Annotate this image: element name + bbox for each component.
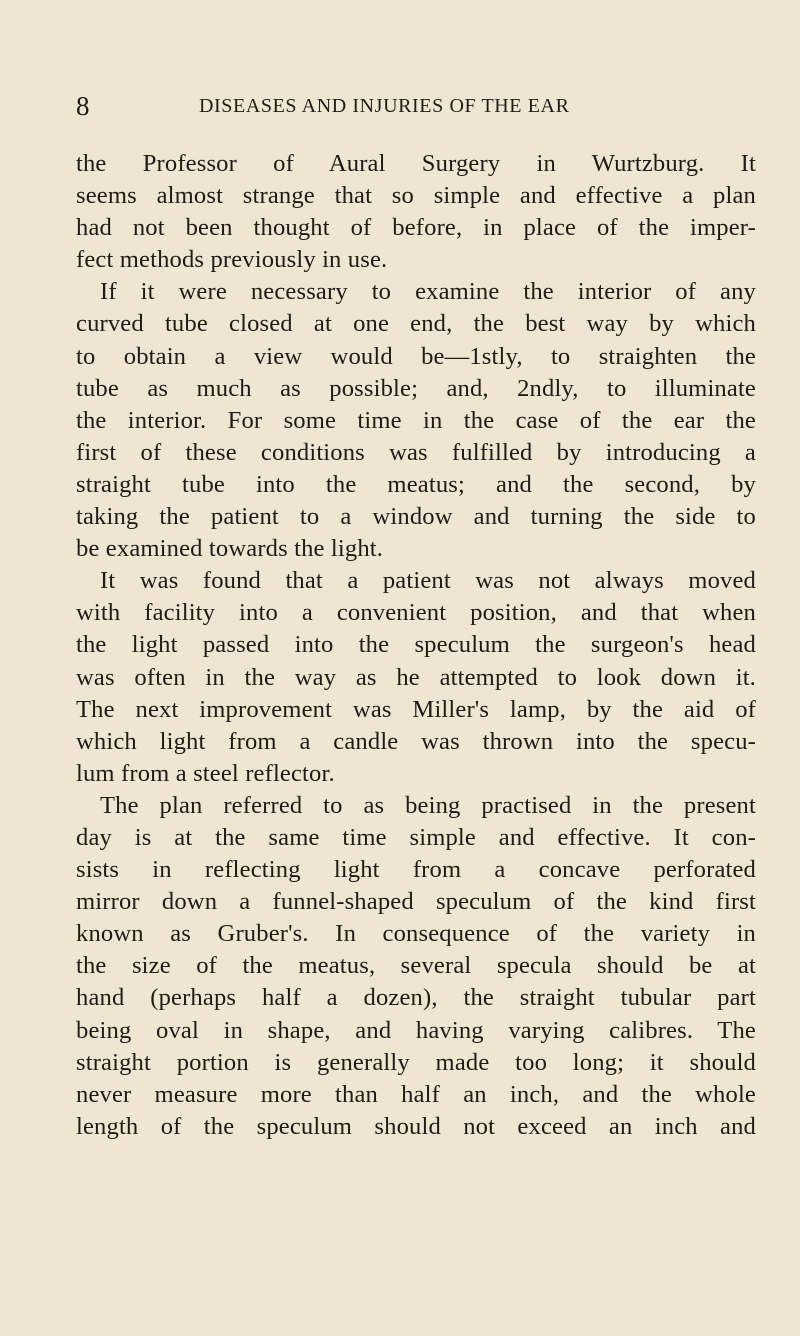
- text-line: being oval in shape, and having varying calibres. The: [76, 1016, 756, 1044]
- text-line: lum from a steel reflector.: [76, 759, 335, 787]
- text-line: If it were necessary to examine the interior of any: [100, 278, 756, 306]
- text-line: mirror down a funnel-shaped speculum of the kind first: [76, 888, 756, 916]
- text-line: day is at the same time simple and effective. It con-: [76, 823, 756, 851]
- text-line: the size of the meatus, several specula should be at: [76, 952, 756, 980]
- text-line: known as Gruber's. In consequence of the variety in: [76, 920, 756, 948]
- text-line: sists in reflecting light from a concave perforated: [76, 856, 756, 884]
- text-line: length of the speculum should not exceed an inch and: [76, 1112, 756, 1140]
- text-line: was often in the way as he attempted to look down it.: [76, 663, 756, 691]
- text-line: seems almost strange that so simple and effective a plan: [76, 182, 756, 210]
- text-line: the Professor of Aural Surgery in Wurtzburg. It: [76, 150, 756, 177]
- text-line: which light from a candle was thrown into the specu-: [76, 727, 756, 755]
- text-line: straight portion is generally made too long; it should: [76, 1048, 756, 1076]
- text-line: with facility into a convenient position, and that when: [76, 599, 756, 627]
- text-line: to obtain a view would be—1stly, to straighten the: [76, 342, 756, 370]
- text-line: first of these conditions was fulfilled by introducing a: [76, 438, 756, 466]
- text-line: the light passed into the speculum the surgeon's head: [76, 631, 756, 659]
- text-line: The next improvement was Miller's lamp, by the aid of: [76, 695, 756, 723]
- text-line: be examined towards the light.: [76, 535, 384, 563]
- text-line: never measure more than half an inch, and the whole: [76, 1080, 756, 1108]
- text-line: had not been thought of before, in place of the imper-: [76, 214, 756, 242]
- running-head: [76, 91, 756, 121]
- text-line: curved tube closed at one end, the best way by which: [76, 310, 756, 338]
- page-number: 8: [76, 91, 90, 121]
- body-text: [76, 148, 756, 1143]
- text-line: hand (perhaps half a dozen), the straight tubular part: [76, 984, 756, 1012]
- text-line: taking the patient to a window and turning the side to: [76, 503, 756, 531]
- text-line: The plan referred to as being practised in the present: [100, 791, 756, 819]
- text-line: It was found that a patient was not always moved: [100, 567, 756, 595]
- text-line: fect methods previously in use.: [76, 246, 388, 274]
- text-line: the interior. For some time in the case of the ear the: [76, 406, 756, 434]
- text-line: tube as much as possible; and, 2ndly, to illuminate: [76, 374, 756, 402]
- running-title: DISEASES AND INJURIES OF THE EAR: [199, 95, 570, 117]
- text-line: straight tube into the meatus; and the second, by: [76, 470, 756, 498]
